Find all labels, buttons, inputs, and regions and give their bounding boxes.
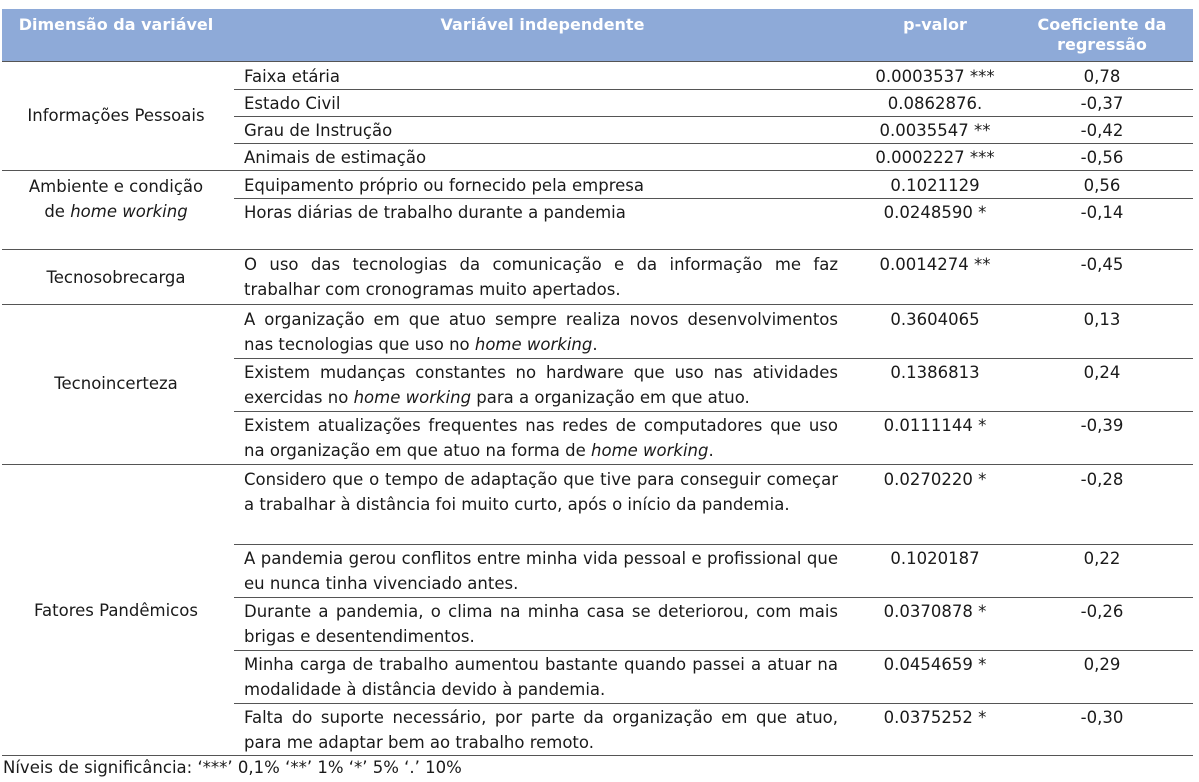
p-value-cell: 0.0862876. xyxy=(887,94,983,113)
coefficient-cell: 0,78 xyxy=(1083,67,1121,86)
coefficient-cell: 0,24 xyxy=(1083,363,1121,382)
coefficient-cell: -0,26 xyxy=(1080,602,1124,621)
variable-cell: Grau de Instrução xyxy=(244,121,393,140)
p-value-cell: 0.0270220 * xyxy=(883,470,987,489)
coefficient-cell: -0,45 xyxy=(1080,255,1124,274)
variable-text: Existem atualizações frequentes nas redes de computadores que uso na organização em que atuo na forma de xyxy=(244,416,838,460)
p-value-cell: 0.0248590 * xyxy=(883,203,987,222)
group-tecnosobrecarga xyxy=(2,250,1193,305)
variable-italic: home working xyxy=(353,388,472,407)
coefficient-cell: -0,39 xyxy=(1080,416,1124,435)
row-divider xyxy=(234,411,1193,412)
p-value-cell: 0.1020187 xyxy=(890,549,980,568)
variable-text: A organização em que atuo sempre realiza novos desenvolvimentos nas tecnologias que uso no xyxy=(244,310,838,354)
group-informacoes-pessoais xyxy=(2,61,1193,171)
p-value-cell: 0.3604065 xyxy=(890,310,980,329)
header-variable: Variável independente xyxy=(440,15,645,34)
variable-cell: Estado Civil xyxy=(244,94,341,113)
p-value-cell: 0.0014274 ** xyxy=(879,255,991,274)
variable-text-end: para a organização em que atuo. xyxy=(471,388,750,407)
row-divider xyxy=(234,650,1193,651)
coefficient-cell: -0,28 xyxy=(1080,470,1124,489)
table-header xyxy=(2,9,1193,61)
p-value-cell: 0.1021129 xyxy=(890,176,980,195)
variable-italic: home working xyxy=(474,335,593,354)
regression-table xyxy=(2,9,1193,756)
p-value-cell: 0.1386813 xyxy=(890,363,980,382)
variable-cell: Horas diárias de trabalho durante a pandemia xyxy=(244,203,626,222)
group-tecnoincerteza xyxy=(2,305,1193,465)
dimension-label: Tecnoincerteza xyxy=(54,374,178,393)
row-divider xyxy=(234,143,1193,144)
coefficient-cell: 0,29 xyxy=(1083,655,1121,674)
dimension-line1: Ambiente e condição xyxy=(28,177,204,196)
header-coefficient: Coeficiente da regressão xyxy=(1037,15,1167,54)
coefficient-cell: 0,13 xyxy=(1083,310,1121,329)
variable-cell xyxy=(244,413,838,463)
row-divider xyxy=(234,703,1193,704)
coefficient-cell: -0,14 xyxy=(1080,203,1124,222)
row-divider xyxy=(234,544,1193,545)
variable-cell: Animais de estimação xyxy=(244,148,427,167)
variable-cell: Equipamento próprio ou fornecido pela empresa xyxy=(244,176,645,195)
variable-cell: O uso das tecnologias da comunicação e da informação me faz trabalhar com cronogramas muito apertados. xyxy=(244,255,838,299)
variable-cell: Falta do suporte necessário, por parte da organização em que atuo, para me adaptar bem ao trabalho remoto. xyxy=(244,708,838,752)
p-value-cell: 0.0035547 ** xyxy=(879,121,991,140)
dimension-label: Fatores Pandêmicos xyxy=(34,601,198,620)
p-value-cell: 0.0111144 * xyxy=(883,416,987,435)
group-ambiente-home-working xyxy=(2,171,1193,250)
variable-italic: home working xyxy=(591,441,709,460)
row-divider xyxy=(234,89,1193,90)
variable-cell: Durante a pandemia, o clima na minha casa se deteriorou, com mais brigas e desentendimentos. xyxy=(244,602,838,646)
variable-text-end: . xyxy=(708,441,714,460)
coefficient-cell: 0,22 xyxy=(1083,549,1121,568)
variable-cell: Minha carga de trabalho aumentou bastante quando passei a atuar na modalidade à distância devido à pandemia. xyxy=(244,655,838,699)
row-divider xyxy=(234,597,1193,598)
coefficient-cell: -0,42 xyxy=(1080,121,1124,140)
significance-footnote: Níveis de significância: ‘***’ 0,1% ‘**’ 1% ‘*’ 5% ‘.’ 10% xyxy=(3,758,462,777)
variable-cell xyxy=(244,360,838,410)
header-dimension: Dimensão da variável xyxy=(18,15,214,34)
p-value-cell: 0.0375252 * xyxy=(883,708,987,727)
coefficient-cell: -0,30 xyxy=(1080,708,1124,727)
dimension-label xyxy=(2,174,230,224)
p-value-cell: 0.0002227 *** xyxy=(875,148,995,167)
group-fatores-pandemicos xyxy=(2,465,1193,756)
dimension-label: Informações Pessoais xyxy=(27,106,205,125)
header-p-value: p-valor xyxy=(903,15,967,34)
dimension-line2-prefix: de xyxy=(44,202,71,221)
p-value-cell: 0.0370878 * xyxy=(883,602,987,621)
row-divider xyxy=(234,198,1193,199)
dimension-label: Tecnosobrecarga xyxy=(46,268,186,287)
variable-cell: Faixa etária xyxy=(244,67,341,86)
row-divider xyxy=(234,116,1193,117)
p-value-cell: 0.0003537 *** xyxy=(875,67,995,86)
p-value-cell: 0.0454659 * xyxy=(883,655,987,674)
dimension-line2-italic: home working xyxy=(70,202,188,221)
coefficient-cell: -0,37 xyxy=(1080,94,1124,113)
row-divider xyxy=(234,358,1193,359)
variable-cell: Considero que o tempo de adaptação que tive para conseguir começar a trabalhar à distância foi muito curto, após o início da pandemia. xyxy=(244,470,838,514)
variable-cell: A pandemia gerou conflitos entre minha vida pessoal e profissional que eu nunca tinha vivenciado antes. xyxy=(244,549,838,593)
variable-text-end: . xyxy=(592,335,598,354)
variable-text: Existem mudanças constantes no hardware que uso nas atividades exercidas no xyxy=(244,363,838,407)
coefficient-cell: 0,56 xyxy=(1083,176,1121,195)
coefficient-cell: -0,56 xyxy=(1080,148,1124,167)
variable-cell xyxy=(244,307,838,357)
